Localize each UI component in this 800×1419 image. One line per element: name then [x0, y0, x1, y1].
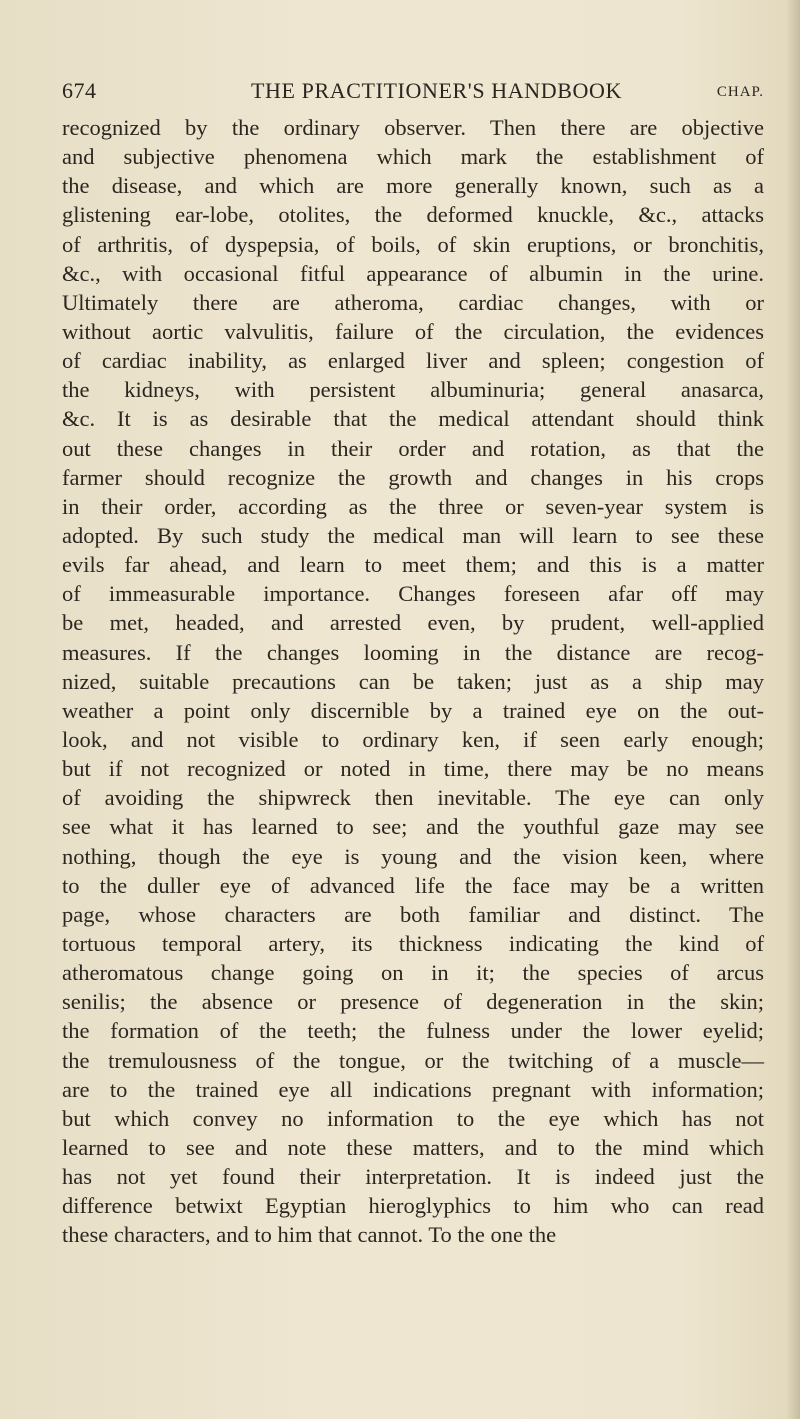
page-header — [62, 78, 764, 108]
text-line: &c. It is as desirable that the medical attendant should think — [62, 406, 764, 432]
running-title: THE PRACTITIONER'S HANDBOOK — [251, 78, 622, 103]
text-line: the kidneys, with persistent albuminuria; general anasarca, — [62, 377, 764, 403]
text-line: the tremulousness of the tongue, or the twitching of a muscle— — [62, 1047, 764, 1073]
text-line: measures. If the changes looming in the distance are recog- — [62, 639, 764, 665]
text-line: &c., with occasional fitful appearance of albumin in the urine. — [62, 260, 764, 286]
text-line: the formation of the teeth; the fulness under the lower eyelid; — [62, 1018, 764, 1044]
text-line: to the duller eye of advanced life the face may be a written — [62, 872, 764, 898]
text-line: weather a point only discernible by a trained eye on the out- — [62, 697, 764, 723]
page-edge-shadow — [786, 0, 800, 1419]
text-line: senilis; the absence or presence of degeneration in the skin; — [62, 989, 764, 1015]
text-line: without aortic valvulitis, failure of the circulation, the evidences — [62, 318, 764, 344]
text-line: glistening ear-lobe, otolites, the deformed knuckle, &c., attacks — [62, 202, 764, 228]
chapter-label: CHAP. — [716, 84, 764, 100]
text-line: the disease, and which are more generally known, such as a — [62, 173, 764, 199]
text-line: atheromatous change going on in it; the species of arcus — [62, 960, 764, 986]
text-line: and subjective phenomena which mark the establishment of — [62, 144, 764, 170]
text-line: learned to see and note these matters, and to the mind which — [62, 1134, 764, 1160]
text-line: adopted. By such study the medical man will learn to see these — [62, 522, 764, 548]
text-line: recognized by the ordinary observer. Then there are objective — [62, 115, 764, 140]
text-line: in their order, according as the three or seven-year system is — [62, 493, 764, 519]
text-line: Ultimately there are atheroma, cardiac changes, with or — [62, 289, 764, 315]
body-text — [62, 113, 764, 1249]
text-line: page, whose characters are both familiar and distinct. The — [62, 901, 764, 927]
text-line: of avoiding the shipwreck then inevitable. The eye can only — [62, 785, 764, 811]
text-line: of cardiac inability, as enlarged liver and spleen; congestion of — [62, 348, 764, 374]
text-line: difference betwixt Egyptian hieroglyphics to him who can read — [62, 1193, 764, 1219]
text-line: be met, headed, and arrested even, by prudent, well-applied — [62, 610, 764, 636]
text-line: but which convey no information to the eye which has not — [62, 1105, 764, 1131]
text-line: has not yet found their interpretation. It is indeed just the — [62, 1164, 764, 1190]
text-line: out these changes in their order and rotation, as that the — [62, 435, 764, 461]
text-line: are to the trained eye all indications pregnant with information; — [62, 1076, 764, 1102]
text-line: tortuous temporal artery, its thickness indicating the kind of — [62, 930, 764, 956]
text-line: but if not recognized or noted in time, there may be no means — [62, 756, 764, 782]
text-line: of immeasurable importance. Changes foreseen afar off may — [62, 581, 764, 607]
text-line: nized, suitable precautions can be taken; just as a ship may — [62, 668, 764, 694]
text-line: farmer should recognize the growth and changes in his crops — [62, 464, 764, 490]
text-line: of arthritis, of dyspepsia, of boils, of skin eruptions, or bronchitis, — [62, 231, 764, 257]
text-line: nothing, though the eye is young and the vision keen, where — [62, 843, 764, 869]
text-line: look, and not visible to ordinary ken, if seen early enough; — [62, 726, 764, 752]
text-line: see what it has learned to see; and the youthful gaze may see — [62, 814, 764, 840]
text-line: evils far ahead, and learn to meet them; and this is a matter — [62, 552, 764, 578]
text-line: these characters, and to him that cannot. To the one the — [62, 1222, 557, 1248]
page-number: 674 — [62, 78, 97, 103]
